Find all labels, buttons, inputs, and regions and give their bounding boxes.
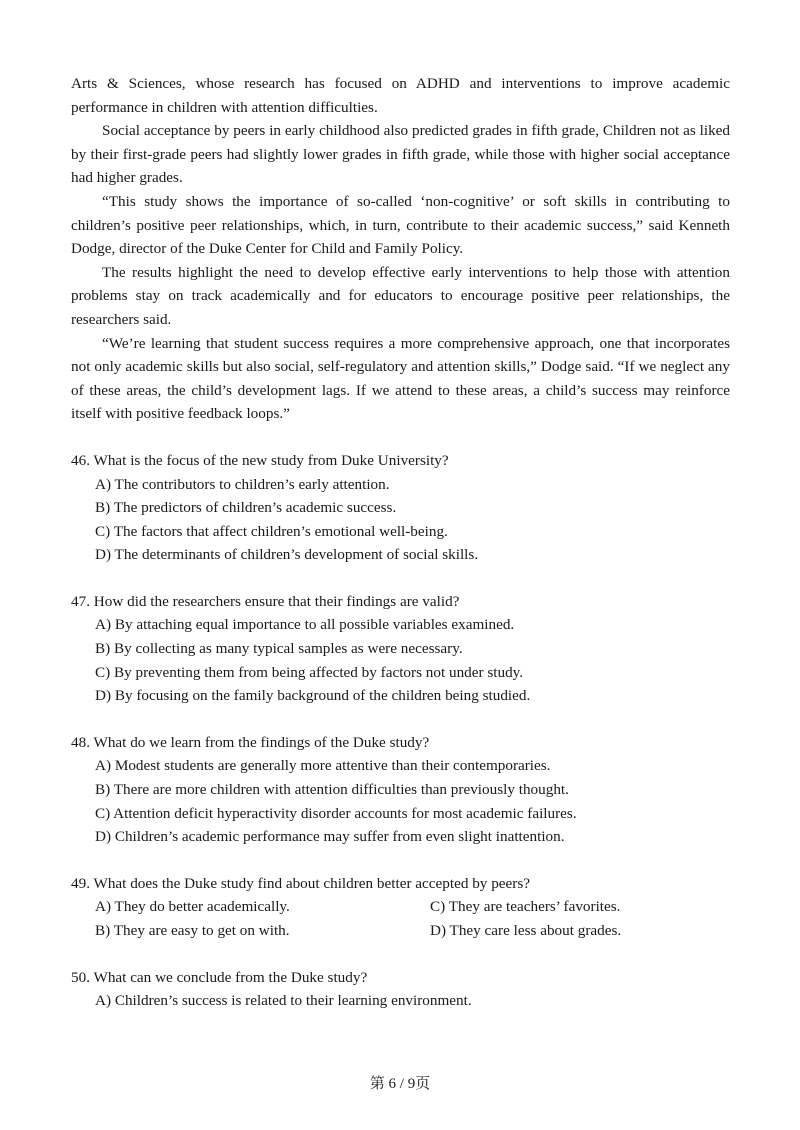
question-stem: 47. How did the researchers ensure that their findings are valid? bbox=[71, 592, 460, 610]
question-50 bbox=[71, 966, 730, 1013]
question-49 bbox=[71, 872, 730, 943]
option-list bbox=[71, 613, 730, 707]
question-47 bbox=[71, 590, 730, 708]
option-list bbox=[71, 989, 730, 1013]
option-b: B) By collecting as many typical samples as were necessary. bbox=[95, 640, 463, 658]
passage-paragraph: Social acceptance by peers in early childhood also predicted grades in fifth grade, Children not as liked by their first-grade peers had slightly lower grades in fifth grade, while those with higher social acceptance had higher grades. bbox=[71, 122, 730, 187]
option-b: B) There are more children with attention difficulties than previously thought. bbox=[95, 781, 569, 799]
question-stem: 48. What do we learn from the findings of the Duke study? bbox=[71, 733, 430, 751]
option-list bbox=[71, 754, 730, 848]
option-a: A) They do better academically. bbox=[95, 898, 290, 916]
option-c: C) Attention deficit hyperactivity disorder accounts for most academic failures. bbox=[95, 804, 577, 822]
option-a: A) Children’s success is related to their learning environment. bbox=[95, 992, 472, 1010]
question-stem: 49. What does the Duke study find about children better accepted by peers? bbox=[71, 874, 530, 892]
option-b: B) They are easy to get on with. bbox=[95, 922, 290, 939]
page-number: 第 6 / 9页 bbox=[369, 1076, 431, 1092]
option-d: D) Children’s academic performance may suffer from even slight inattention. bbox=[95, 828, 565, 846]
option-grid bbox=[71, 895, 730, 942]
option-c: C) They are teachers’ favorites. bbox=[430, 898, 621, 916]
question-list bbox=[71, 449, 730, 1013]
question-48 bbox=[71, 731, 730, 849]
option-b: B) The predictors of children’s academic success. bbox=[95, 499, 397, 517]
question-46 bbox=[71, 449, 730, 567]
content bbox=[71, 72, 730, 1036]
question-stem: 46. What is the focus of the new study from Duke University? bbox=[71, 451, 449, 469]
option-a: A) The contributors to children’s early attention. bbox=[95, 475, 390, 493]
option-c: C) The factors that affect children’s emotional well-being. bbox=[95, 522, 448, 540]
question-stem: 50. What can we conclude from the Duke study? bbox=[71, 968, 368, 986]
option-c: C) By preventing them from being affected by factors not under study. bbox=[95, 663, 524, 681]
option-d: D) The determinants of children’s development of social skills. bbox=[95, 546, 479, 564]
option-list bbox=[71, 473, 730, 567]
passage-paragraph: “This study shows the importance of so-called ‘non-cognitive’ or soft skills in contributing to children’s positive peer relationships, which, in turn, contribute to their academic success,” said Kenneth Dodge, director of the Duke Center for Child and Family Policy. bbox=[71, 192, 730, 258]
passage-paragraph: The results highlight the need to develop effective early interventions to help those with attention problems stay on track academically and for educators to encourage positive peer relationships, the researchers said. bbox=[71, 263, 730, 328]
option-d: D) They care less about grades. bbox=[430, 922, 622, 939]
option-d: D) By focusing on the family background of the children being studied. bbox=[95, 687, 531, 705]
passage-paragraph: “We’re learning that student success requires a more comprehensive approach, one that incorporates not only academic skills but also social, self-regulatory and attention skills,” Dodge said. “If we neglect any of these areas, the child’s development lags. If we attend to these areas, a child’s success may reinforce itself with positive feedback loops.” bbox=[71, 334, 730, 423]
option-a: A) By attaching equal importance to all possible variables examined. bbox=[95, 616, 515, 634]
passage-paragraph: Arts & Sciences, whose research has focused on ADHD and interventions to improve academic performance in children with attention difficulties. bbox=[71, 75, 730, 116]
option-a: A) Modest students are generally more attentive than their contemporaries. bbox=[95, 757, 551, 775]
